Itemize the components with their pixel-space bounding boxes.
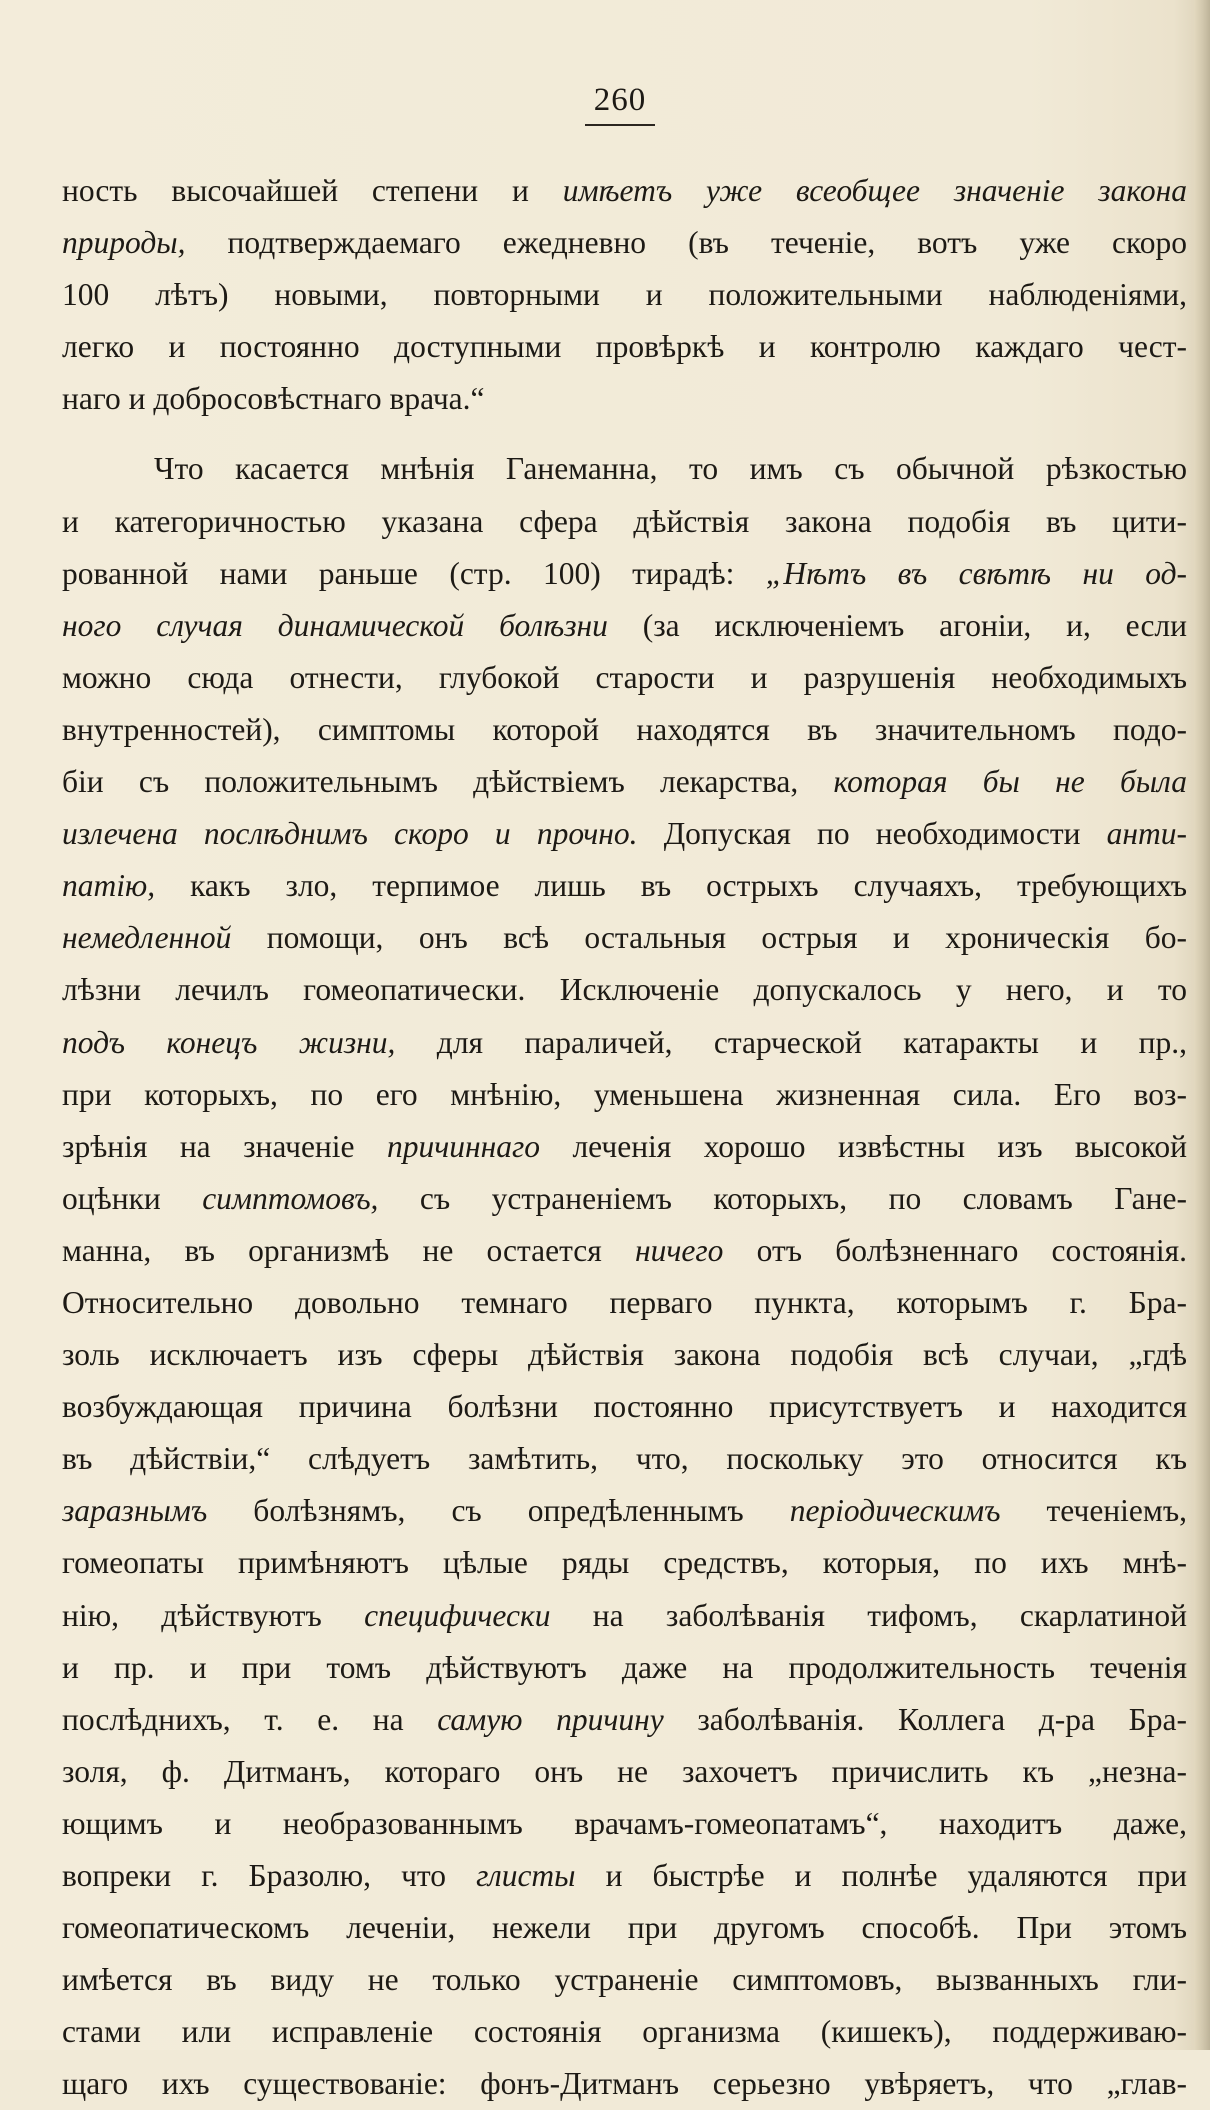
text-run: подтверждаемаго ежедневно (въ теченiе, вотъ уже скоро xyxy=(185,225,1187,261)
text-run: можно сюда отнести, глубокой старости и разрушенiя необходимыхъ xyxy=(62,659,1187,695)
text-run: послѣднихъ, т. е. на xyxy=(62,1701,438,1737)
text-run: въ дѣйствiи,“ слѣдуетъ замѣтить, что, поскольку это относится къ xyxy=(62,1441,1187,1477)
text-line xyxy=(62,1069,1187,1121)
text-run: помощи, онъ всѣ остальныя острыя и хроническiя бо- xyxy=(231,920,1187,956)
text-line xyxy=(62,808,1187,860)
text-line xyxy=(62,912,1187,964)
text-run: и пр. и при томъ дѣйствуютъ даже на продолжительность теченiя xyxy=(62,1649,1187,1685)
text-line xyxy=(62,1433,1187,1485)
text-run: при которыхъ, по его мнѣнiю, уменьшена жизненная сила. Его воз- xyxy=(62,1076,1187,1112)
italic-text-run: заразнымъ xyxy=(62,1493,208,1529)
text-line xyxy=(62,756,1187,808)
text-run: Относительно довольно темнаго перваго пункта, которымъ г. Бра- xyxy=(62,1284,1187,1320)
text-line xyxy=(62,1173,1187,1225)
text-line xyxy=(62,2006,1187,2058)
text-run: леченiя хорошо извѣстны изъ высокой xyxy=(540,1128,1187,1164)
text-run: на заболѣванiя тифомъ, скарлатиной xyxy=(550,1597,1187,1633)
italic-text-run: перiодическимъ xyxy=(789,1493,1001,1529)
text-run: бiи съ положительнымъ дѣйствiемъ лекарства, xyxy=(62,764,834,800)
text-run: лѣзни лечилъ гомеопатически. Исключенiе допускалось у него, и то xyxy=(62,972,1187,1008)
text-line xyxy=(62,2058,1187,2110)
text-line xyxy=(62,704,1187,756)
text-line xyxy=(62,1329,1187,1381)
text-run: болѣзнямъ, съ опредѣленнымъ xyxy=(207,1493,790,1529)
text-line xyxy=(62,1954,1187,2006)
text-run: манна, въ организмѣ не остается xyxy=(62,1232,635,1268)
text-line xyxy=(62,1746,1187,1798)
italic-text-run: имѣетъ уже всеобщее значенiе закона xyxy=(562,173,1187,208)
text-line xyxy=(62,443,1187,495)
text-run: и категоричностью указана сфера дѣйствiя закона подобiя въ цити- xyxy=(62,503,1187,539)
text-line xyxy=(62,1225,1187,1277)
italic-text-run: симптомовъ, xyxy=(202,1180,379,1216)
text-run: какъ зло, терпимое лишь въ острыхъ случаяхъ, требующихъ xyxy=(155,868,1187,904)
text-run: 100 лѣтъ) новыми, повторными и положительными наблюденiями, xyxy=(62,277,1187,313)
text-line xyxy=(62,1798,1187,1850)
italic-text-run: анти- xyxy=(1106,816,1187,852)
text-run: для параличей, старческой катаракты и пр., xyxy=(395,1024,1187,1060)
text-run: имѣется въ виду не только устраненiе симптомовъ, вызванныхъ гли- xyxy=(62,1962,1187,1998)
text-run: золя, ф. Дитманъ, котораго онъ не захочетъ причислить къ „незна- xyxy=(62,1753,1187,1789)
text-line xyxy=(62,269,1187,321)
italic-text-run: „Нѣтъ въ свѣтѣ ни од- xyxy=(765,555,1187,591)
text-line xyxy=(62,1642,1187,1694)
text-line xyxy=(62,1277,1187,1329)
italic-text-run: подъ конецъ жизни, xyxy=(62,1024,396,1060)
text-line xyxy=(62,548,1187,600)
text-run: оцѣнки xyxy=(62,1180,203,1216)
italic-text-run: которая бы не была xyxy=(833,764,1187,800)
page-edge-shadow xyxy=(1194,0,1210,2050)
text-line xyxy=(62,373,1187,425)
text-run: внутренностей), симптомы которой находятся въ значительномъ подо- xyxy=(62,711,1187,747)
text-run: ность высочайшей степени и xyxy=(62,173,563,208)
text-run: вопреки г. Бразолю, что xyxy=(62,1858,477,1893)
italic-text-run: специфически xyxy=(364,1597,551,1633)
text-line xyxy=(62,1850,1187,1902)
text-line xyxy=(62,964,1187,1016)
text-line xyxy=(62,1017,1187,1069)
italic-text-run: природы, xyxy=(62,225,186,261)
text-run: отъ болѣзненнаго состоянiя. xyxy=(723,1232,1187,1268)
text-run: Допуская по необходимости xyxy=(637,816,1107,852)
text-run: заболѣванiя. Коллега д-ра Бра- xyxy=(663,1701,1187,1737)
italic-text-run: патiю, xyxy=(62,868,156,904)
text-line xyxy=(62,1121,1187,1173)
text-line xyxy=(62,321,1187,373)
text-line xyxy=(62,1537,1187,1589)
text-run: съ устраненiемъ которыхъ, по словамъ Гане- xyxy=(378,1180,1187,1216)
text-run: гомеопаты примѣняютъ цѣлые ряды средствъ, которыя, по ихъ мнѣ- xyxy=(62,1545,1187,1581)
italic-text-run: причиннаго xyxy=(386,1128,541,1164)
text-run: легко и постоянно доступными провѣркѣ и контролю каждаго чест- xyxy=(62,329,1187,365)
text-run: ющимъ и необразованнымъ врачамъ-гомеопатамъ“, находитъ даже, xyxy=(62,1805,1187,1841)
page-number: 260 xyxy=(593,82,647,118)
text-line xyxy=(62,860,1187,912)
text-line xyxy=(62,496,1187,548)
page-number-rule xyxy=(585,124,655,126)
text-line xyxy=(62,1381,1187,1433)
text-line xyxy=(62,1694,1187,1746)
text-run: зрѣнiя на значенiе xyxy=(62,1128,387,1164)
text-run: нiю, дѣйствуютъ xyxy=(62,1597,365,1633)
text-run: возбуждающая причина болѣзни постоянно присутствуетъ и находится xyxy=(62,1389,1187,1425)
text-line xyxy=(62,652,1187,704)
body-text xyxy=(62,165,1187,2110)
italic-text-run: глисты xyxy=(476,1858,576,1893)
text-run: теченiемъ, xyxy=(1000,1493,1187,1529)
italic-text-run: немедленной xyxy=(62,920,232,956)
text-run: Что касается мнѣнiя Ганеманна, то имъ съ обычной рѣзкостью xyxy=(154,451,1187,487)
text-line xyxy=(62,1590,1187,1642)
italic-text-run: самую причину xyxy=(437,1701,664,1737)
text-run: (за исключенiемъ агонiи, и, если xyxy=(607,607,1187,643)
italic-text-run: ничего xyxy=(635,1232,724,1268)
italic-text-run: ного случая динамической болѣзни xyxy=(62,607,608,643)
text-run: наго и добросовѣстнаго врача.“ xyxy=(62,381,485,417)
text-line xyxy=(62,1485,1187,1537)
text-line xyxy=(62,1902,1187,1954)
text-line xyxy=(62,600,1187,652)
text-line xyxy=(62,165,1187,217)
text-run: щаго ихъ существованiе: фонъ-Дитманъ серьезно увѣряетъ, что „глав- xyxy=(62,2066,1187,2102)
text-run: гомеопатическомъ леченiи, нежели при другомъ способѣ. При этомъ xyxy=(62,1910,1187,1946)
text-run: и быстрѣе и полнѣе удаляются при xyxy=(575,1858,1187,1893)
italic-text-run: излечена послѣднимъ скоро и прочно. xyxy=(62,816,638,852)
text-run: рованной нами раньше (стр. 100) тирадѣ: xyxy=(62,555,766,591)
text-run: стами или исправленiе состоянiя организма (кишекъ), поддерживаю- xyxy=(62,2014,1187,2050)
text-line xyxy=(62,217,1187,269)
text-run: золь исключаетъ изъ сферы дѣйствiя закона подобiя всѣ случаи, „гдѣ xyxy=(62,1337,1187,1373)
